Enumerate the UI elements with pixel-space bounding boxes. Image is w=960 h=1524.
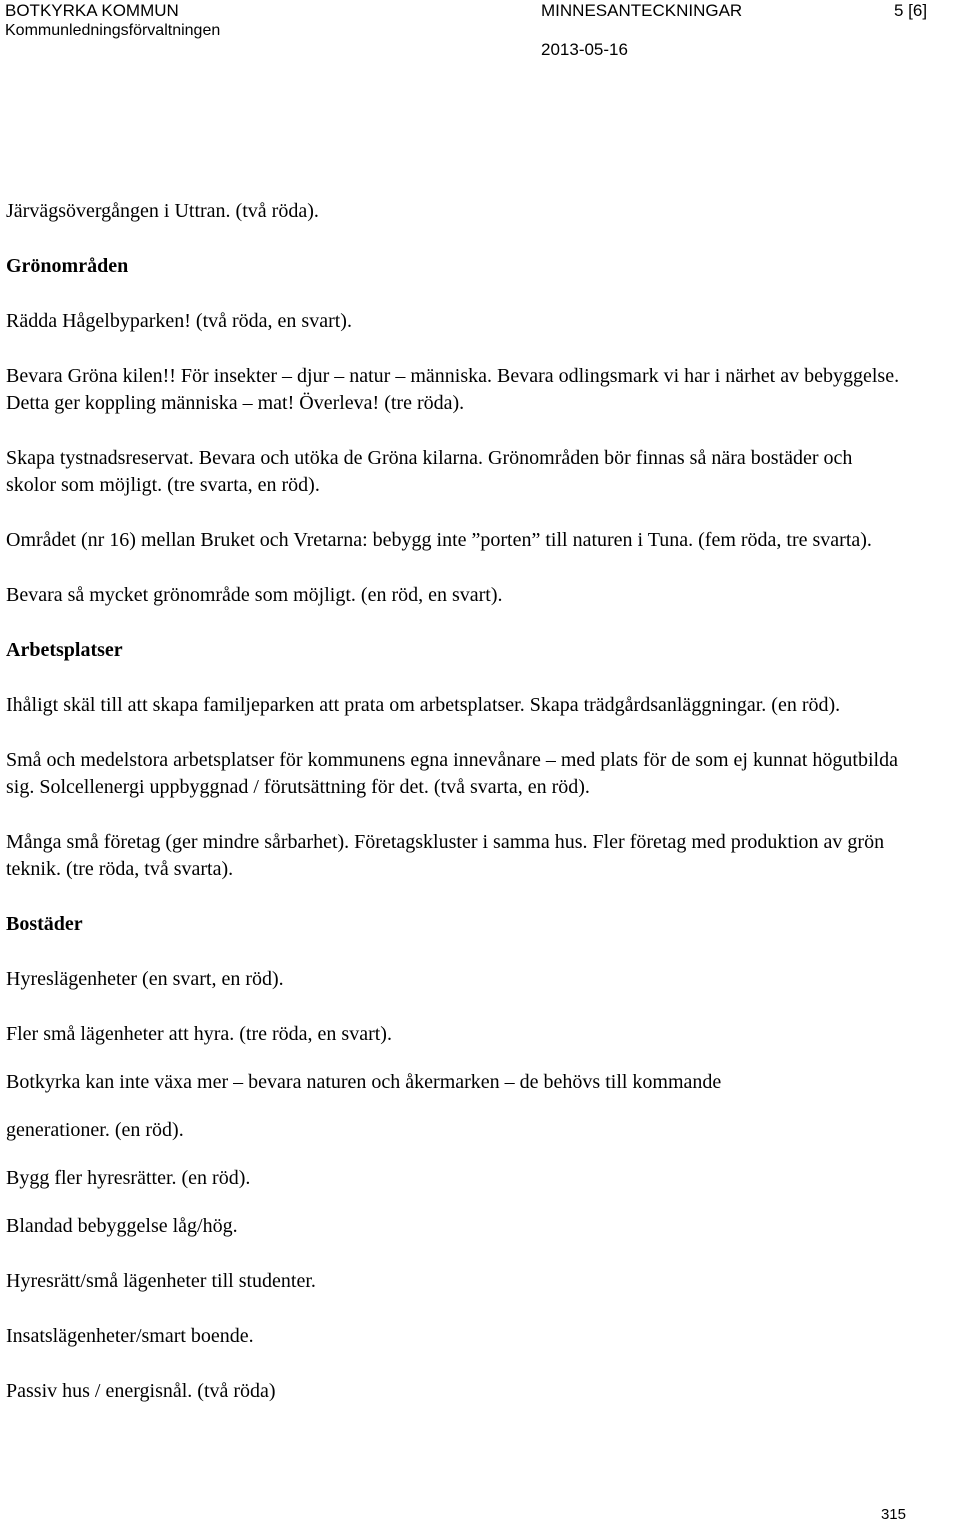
paragraph: Blandad bebyggelse låg/hög. [6,1215,238,1237]
paragraph: Hyresrätt/små lägenheter till studenter. [6,1270,316,1292]
document-body [6,198,906,1405]
paragraph: Insatslägenheter/smart boende. [6,1325,254,1347]
paragraph: Bygg fler hyresrätter. (en röd). [6,1167,251,1189]
page-number: 315 [880,1506,906,1523]
paragraph: Ihåligt skäl till att skapa familjeparken att prata om arbetsplatser. Skapa trädgårdsanläggningar. (en röd). [6,694,841,716]
paragraph: Rädda Hågelbyparken! (två röda, en svart). [6,310,352,332]
page-indicator: 5 [6] [894,1,928,20]
department-name: Kommunledningsförvaltningen [5,22,221,39]
section-heading-bostader: Bostäder [6,913,83,935]
paragraph: Området (nr 16) mellan Bruket och Vretarna: bebygg inte ”porten” till naturen i Tuna. (fem röda, tre svarta). [6,529,872,551]
paragraph: Skapa tystnadsreservat. Bevara och utöka de Gröna kilarna. Grönområden bör finnas så nära bostäder och skolor som möjligt. (tre svarta, en röd). [6,447,853,496]
paragraph: Många små företag (ger mindre sårbarhet). Företagskluster i samma hus. Fler företag med produktion av grön teknik. (tre röda, två svarta). [6,831,885,880]
org-name: BOTKYRKA KOMMUN [5,1,179,20]
document-date: 2013-05-16 [541,40,628,59]
section-heading-arbetsplatser: Arbetsplatser [6,639,123,661]
paragraph: Fler små lägenheter att hyra. (tre röda, en svart). [6,1023,392,1045]
paragraph: Passiv hus / energisnål. (två röda) [6,1380,276,1402]
section-heading-gronomraden: Grönområden [6,255,129,277]
paragraph: Bevara så mycket grönområde som möjligt. (en röd, en svart). [6,584,503,606]
paragraph: Hyreslägenheter (en svart, en röd). [6,968,284,990]
paragraph: Järvägsövergången i Uttran. (två röda). [6,200,319,222]
paragraph: Små och medelstora arbetsplatser för kommunens egna innevånare – med plats för de som ej kunnat högutbilda sig. Solcellenergi uppbyggnad / förutsättning för det. (två svarta, en röd). [6,749,898,798]
paragraph: Botkyrka kan inte växa mer – bevara naturen och åkermarken – de behövs till kommande [6,1071,722,1093]
paragraph: Bevara Gröna kilen!! För insekter – djur – natur – människa. Bevara odlingsmark vi har i närhet av bebyggelse. Detta ger koppling människa – mat! Överleva! (tre röda). [6,365,900,414]
paragraph: generationer. (en röd). [6,1119,184,1141]
document-type: MINNESANTECKNINGAR [541,1,743,20]
